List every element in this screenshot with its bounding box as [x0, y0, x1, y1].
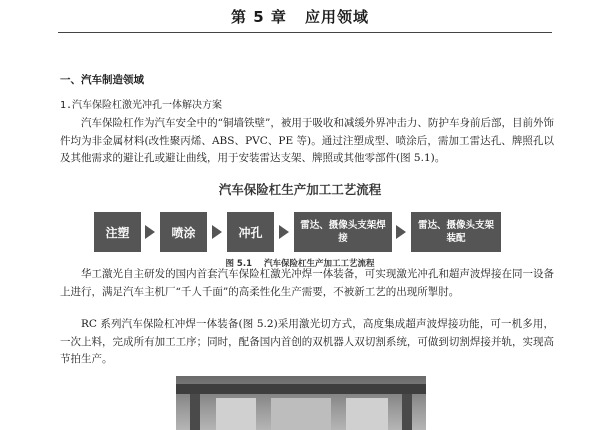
paragraph-intro: 汽车保险杠作为汽车安全中的“铜墙铁壁”，被用于吸收和减缓外界冲击力、防护车身前后部，目前外饰件均为非金属材料(改性聚丙烯、ABS、PVC、PE 等)。通过注塑成型、喷涂后，需加工雷达孔、牌照孔以及其他需求的避让孔或避让曲线，用于安装雷达支架、牌照或其他零部件(图 5.1)。 [60, 117, 554, 164]
arrow-right-icon [279, 225, 289, 239]
flow-step-punching: 冲孔 [227, 212, 274, 252]
process-flow [0, 212, 600, 252]
equipment-photo [176, 376, 426, 430]
flow-step-bracket-welding: 雷达、摄像头支架焊接 [294, 212, 392, 252]
paragraph-huagong: 华工激光自主研发的国内首套汽车保险杠激光冲焊一体装备，可实现激光冲孔和超声波焊接在同一设备上进行，满足汽车主机厂“千人千面”的高柔性化生产需要，不被新工艺的出现所掣肘。 [60, 268, 554, 298]
section-heading: 一、汽车制造领域 [60, 74, 144, 86]
arrow-right-icon [145, 225, 155, 239]
flow-step-bracket-assembly: 雷达、摄像头支架装配 [411, 212, 501, 252]
figure-caption-text: 汽车保险杠生产加工工艺流程 [264, 259, 375, 269]
flow-step-painting: 喷涂 [160, 212, 207, 252]
chapter-title: 应用领域 [304, 8, 369, 26]
subsection-heading: 1.汽车保险杠激光冲孔一体解决方案 [60, 100, 223, 111]
chapter-number: 第 5 章 [231, 8, 287, 26]
figure-title: 汽车保险杠生产加工工艺流程 [218, 182, 382, 197]
arrow-right-icon [396, 225, 406, 239]
header-rule [58, 32, 552, 33]
chapter-heading [0, 6, 600, 27]
figure-caption-number: 图 5.1 [225, 259, 252, 269]
arrow-right-icon [212, 225, 222, 239]
paragraph-rc-series: RC 系列汽车保险杠冲焊一体装备(图 5.2)采用激光切方式，高度集成超声波焊接功能，可一机多用，一次上料，完成所有加工工序；同时，配备国内首创的双机器人双切割系统，可做到切割焊接并轨，实现高节拍生产。 [60, 318, 554, 365]
flow-step-injection: 注塑 [94, 212, 141, 252]
